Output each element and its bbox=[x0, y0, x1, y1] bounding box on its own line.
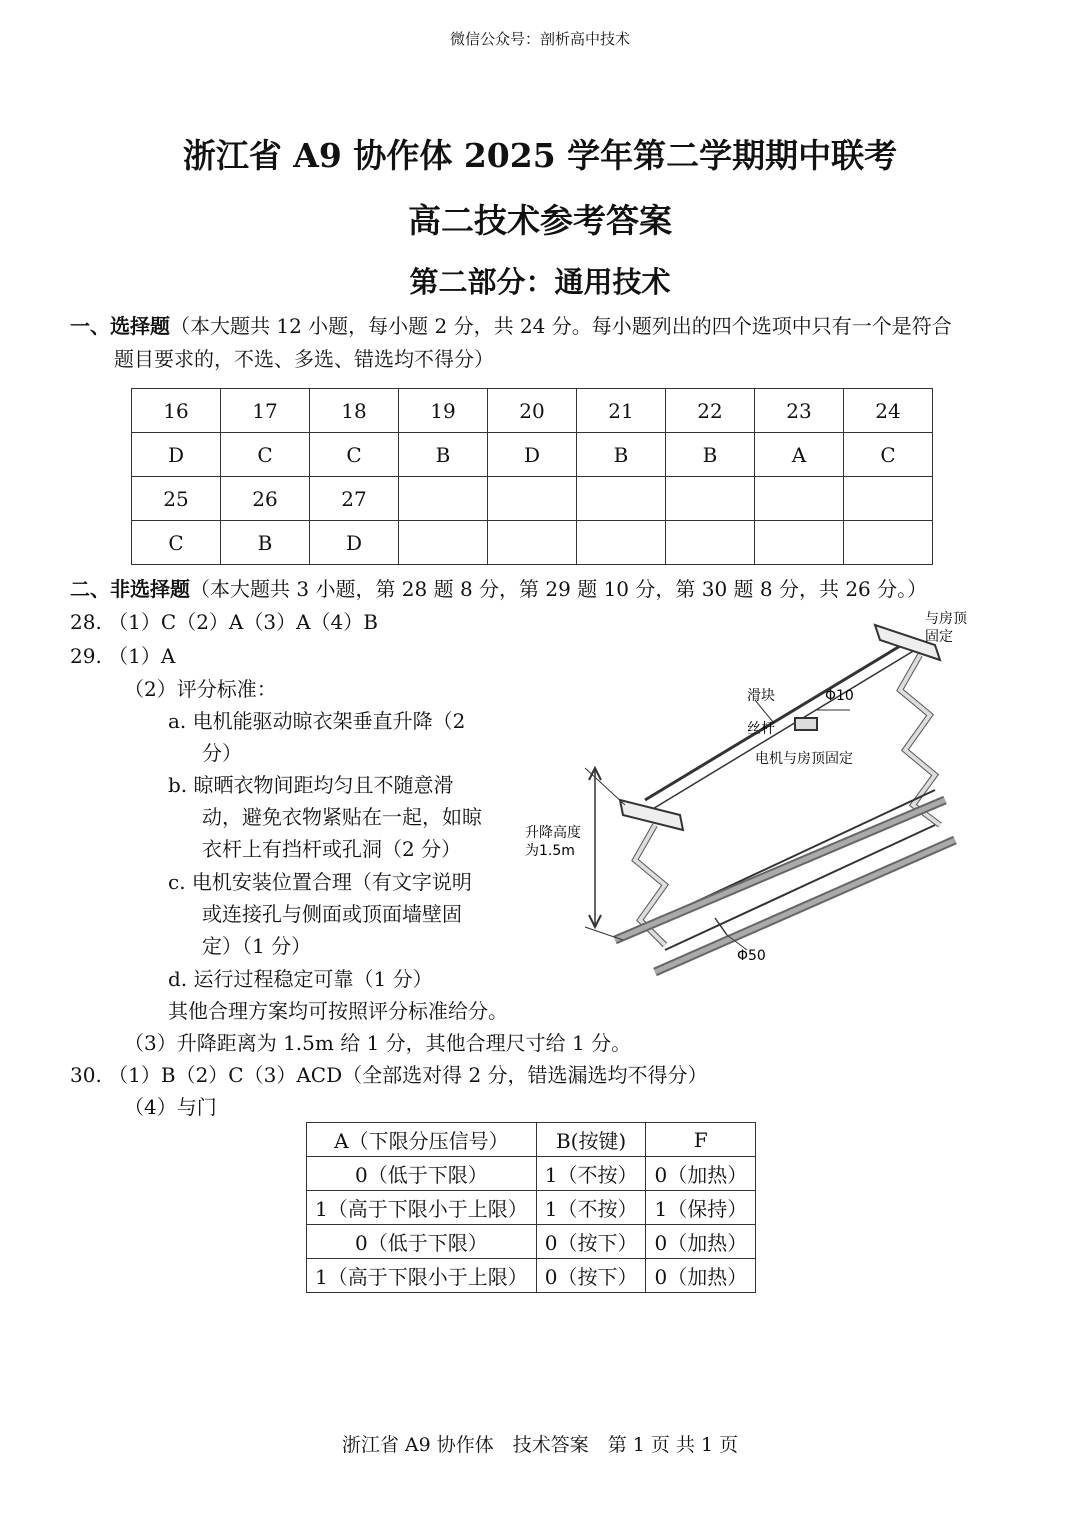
page-footer: 浙江省 A9 协作体 技术答案 第 1 页 共 1 页 bbox=[341, 1434, 739, 1456]
q29-line3: （3）升降距离为 1.5m 给 1 分，其他合理尺寸给 1 分。 bbox=[124, 1031, 632, 1055]
table-cell: 1（不按） bbox=[536, 1157, 646, 1191]
table-cell bbox=[399, 477, 488, 521]
q29-a2: 分） bbox=[202, 741, 242, 765]
table-cell: C bbox=[132, 521, 221, 565]
part-heading: 第二部分：通用技术 bbox=[409, 265, 671, 299]
label-screw: 丝杆 bbox=[747, 721, 775, 737]
table-cell: 24 bbox=[844, 389, 933, 433]
table-cell: 0（加热） bbox=[646, 1259, 756, 1293]
table-cell: 16 bbox=[132, 389, 221, 433]
table-cell: 21 bbox=[577, 389, 666, 433]
table-cell bbox=[399, 521, 488, 565]
table-cell bbox=[844, 521, 933, 565]
q28-answer: 28. （1）C（2）A（3）A（4）B bbox=[70, 610, 378, 634]
label-phi10: Φ10 bbox=[825, 688, 854, 704]
choice-answer-table bbox=[131, 388, 933, 565]
table-row bbox=[307, 1191, 756, 1225]
column-header: F bbox=[646, 1123, 756, 1157]
table-cell: D bbox=[132, 433, 221, 477]
table-header-row bbox=[307, 1123, 756, 1157]
table-cell: 20 bbox=[488, 389, 577, 433]
table-cell: 27 bbox=[310, 477, 399, 521]
table-row bbox=[132, 477, 933, 521]
table-cell bbox=[488, 477, 577, 521]
table-cell bbox=[844, 477, 933, 521]
column-header: A（下限分压信号） bbox=[307, 1123, 537, 1157]
table-cell: 1（保持） bbox=[646, 1191, 756, 1225]
q29-d1: d. 运行过程稳定可靠（1 分） bbox=[168, 967, 433, 991]
section1-desc-line2: 题目要求的，不选、多选、错选均不得分） bbox=[114, 347, 494, 371]
table-cell bbox=[666, 521, 755, 565]
table-cell bbox=[577, 521, 666, 565]
table-cell bbox=[755, 477, 844, 521]
label-motor: 电机与房顶固定 bbox=[755, 751, 853, 767]
q29-b1: b. 晾晒衣物间距均匀且不随意滑 bbox=[168, 773, 454, 797]
q29-line1: 29. （1）A bbox=[70, 644, 176, 668]
q29-b3: 衣杆上有挡杆或孔洞（2 分） bbox=[202, 837, 462, 861]
table-cell: 0（低于下限） bbox=[307, 1225, 537, 1259]
label-slider: 滑块 bbox=[747, 688, 775, 704]
q29-line2: （2）评分标准： bbox=[124, 677, 277, 701]
label-height: 升降高度 bbox=[525, 825, 581, 841]
table-cell: 0（加热） bbox=[646, 1225, 756, 1259]
truth-table bbox=[306, 1122, 756, 1293]
table-cell: 19 bbox=[399, 389, 488, 433]
table-cell: B bbox=[577, 433, 666, 477]
column-header: B(按键) bbox=[536, 1123, 646, 1157]
table-cell: 0（按下） bbox=[536, 1259, 646, 1293]
table-cell bbox=[666, 477, 755, 521]
table-cell: C bbox=[310, 433, 399, 477]
q30-line1: 30. （1）B（2）C（3）ACD（全部选对得 2 分，错选漏选均不得分） bbox=[70, 1063, 708, 1087]
q29-c2: 或连接孔与侧面或顶面墙壁固 bbox=[202, 902, 462, 926]
label-roof-2: 固定 bbox=[925, 629, 953, 645]
table-row bbox=[307, 1157, 756, 1191]
table-cell: 0（低于下限） bbox=[307, 1157, 537, 1191]
table-cell bbox=[488, 521, 577, 565]
table-cell: B bbox=[666, 433, 755, 477]
page-title: 浙江省 A9 协作体 2025 学年第二学期期中联考 bbox=[182, 136, 898, 175]
label-phi50: Φ50 bbox=[737, 948, 766, 964]
table-cell: 0（加热） bbox=[646, 1157, 756, 1191]
table-row bbox=[307, 1225, 756, 1259]
table-cell: 17 bbox=[221, 389, 310, 433]
table-row bbox=[132, 389, 933, 433]
table-cell: 1（不按） bbox=[536, 1191, 646, 1225]
table-cell: 1（高于下限小于上限） bbox=[307, 1259, 537, 1293]
section2-desc: （本大题共 3 小题，第 28 题 8 分，第 29 题 10 分，第 30 题 8 分，共 26 分。） bbox=[190, 577, 928, 601]
label-roof: 与房顶 bbox=[925, 611, 967, 627]
label-height-2: 为1.5m bbox=[525, 843, 575, 859]
table-row bbox=[132, 433, 933, 477]
q29-a1: a. 电机能驱动晾衣架垂直升降（2 bbox=[168, 709, 466, 733]
section1-heading: 一、选择题 bbox=[70, 314, 170, 338]
q30-line2: （4）与门 bbox=[124, 1095, 217, 1119]
table-cell: 1（高于下限小于上限） bbox=[307, 1191, 537, 1225]
table-cell: D bbox=[488, 433, 577, 477]
table-cell: B bbox=[221, 521, 310, 565]
section2-heading: 二、非选择题 bbox=[70, 577, 190, 601]
table-cell: D bbox=[310, 521, 399, 565]
clothes-rack-figure bbox=[515, 600, 985, 990]
watermark: 微信公众号：剖析高中技术 bbox=[449, 30, 630, 48]
table-cell: C bbox=[844, 433, 933, 477]
section1-desc: （本大题共 12 小题，每小题 2 分，共 24 分。每小题列出的四个选项中只有一个是符合 bbox=[170, 314, 952, 338]
section1-line1 bbox=[70, 310, 952, 342]
table-cell: 25 bbox=[132, 477, 221, 521]
table-row bbox=[307, 1259, 756, 1293]
table-cell: 22 bbox=[666, 389, 755, 433]
q29-b2: 动，避免衣物紧贴在一起，如晾 bbox=[202, 805, 482, 829]
table-cell: 0（按下） bbox=[536, 1225, 646, 1259]
q29-c3: 定）（1 分） bbox=[202, 934, 312, 958]
page-subtitle: 高二技术参考答案 bbox=[408, 201, 672, 240]
table-row bbox=[132, 521, 933, 565]
table-cell: 26 bbox=[221, 477, 310, 521]
table-cell: 18 bbox=[310, 389, 399, 433]
q29-other: 其他合理方案均可按照评分标准给分。 bbox=[168, 999, 508, 1023]
table-cell: A bbox=[755, 433, 844, 477]
table-cell bbox=[577, 477, 666, 521]
table-cell: C bbox=[221, 433, 310, 477]
table-cell bbox=[755, 521, 844, 565]
table-cell: 23 bbox=[755, 389, 844, 433]
table-cell: B bbox=[399, 433, 488, 477]
q29-c1: c. 电机安装位置合理（有文字说明 bbox=[168, 870, 472, 894]
